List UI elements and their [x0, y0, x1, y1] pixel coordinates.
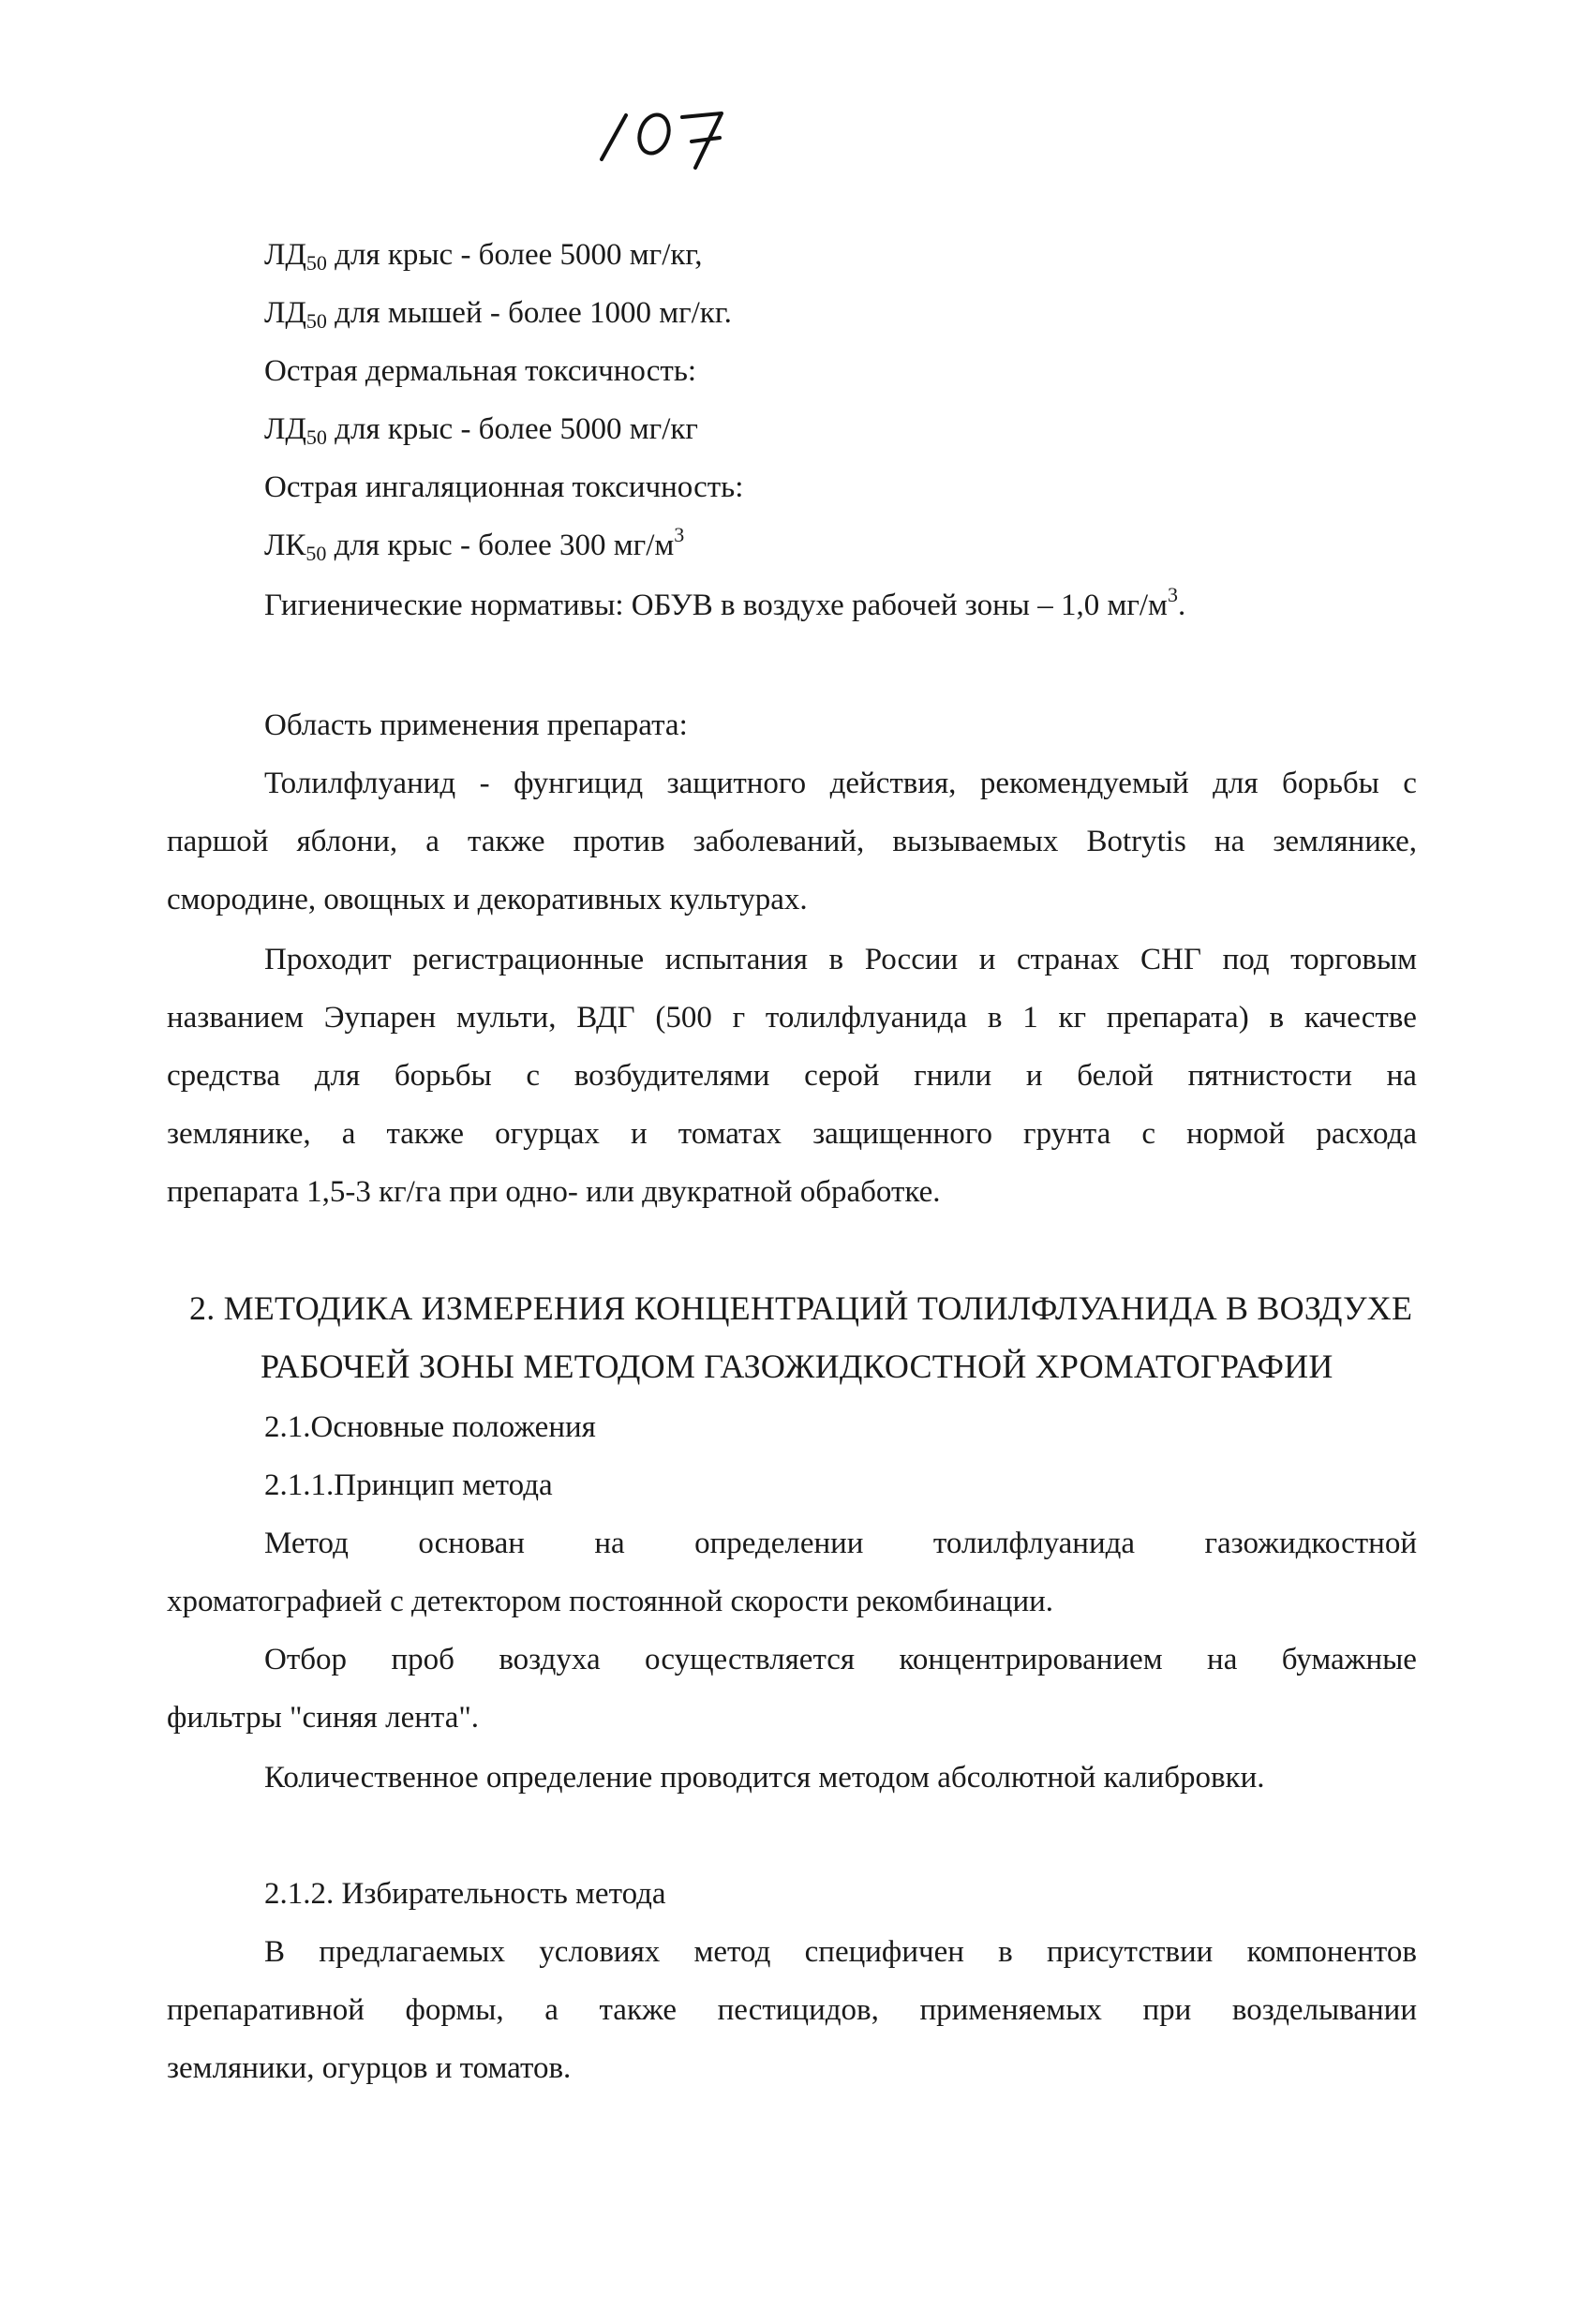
word: томатах [678, 1117, 782, 1151]
subsection-2-1-1-title: 2.1.1.Принцип метода [264, 1468, 553, 1502]
ld50-mice-line: $ЛД_{50}$ для мышей - более 1000 мг/кг. [264, 296, 732, 333]
word: а [544, 1993, 559, 2027]
sampling-line1 [264, 1641, 1417, 1678]
word: осуществляется [645, 1643, 856, 1676]
application-para2-line5: препарата 1,5-3 кг/га при одно- или двукратной обработке. [167, 1175, 941, 1209]
word: испытания [664, 943, 808, 976]
word: и [630, 1117, 648, 1151]
word: Проходит [264, 943, 392, 976]
page-number-drawing [590, 89, 740, 173]
word: а [425, 825, 439, 858]
word: на [1386, 1059, 1417, 1093]
word: заболеваний, [693, 825, 865, 858]
application-para2-line3 [167, 1057, 1417, 1095]
section2-heading-line1: 2. МЕТОДИКА ИЗМЕРЕНИЯ КОНЦЕНТРАЦИЙ ТОЛИЛФЛУАНИДА В ВОЗДУХЕ [189, 1289, 1413, 1327]
word: для [1213, 767, 1259, 800]
section2-heading-line2: РАБОЧЕЙ ЗОНЫ МЕТОДОМ ГАЗОЖИДКОСТНОЙ ХРОМАТОГРАФИИ [261, 1348, 1333, 1385]
word: названием [167, 1001, 304, 1035]
word: основан [418, 1527, 525, 1560]
word: грунта [1023, 1117, 1111, 1151]
word: и [978, 943, 996, 976]
word: условиях [539, 1935, 661, 1969]
word: применяемых [919, 1993, 1102, 2027]
word: паршой [167, 825, 269, 858]
application-para1-line3: смородине, овощных и декоративных культурах. [167, 883, 808, 916]
word: при [1142, 1993, 1192, 2027]
word: - [479, 767, 490, 800]
dermal-toxicity-title: Острая дермальная токсичность: [264, 354, 697, 388]
application-para2-line1 [264, 941, 1417, 978]
word: рекомендуемый [979, 767, 1189, 800]
selectivity-line2 [167, 1991, 1417, 2029]
word: защитного [666, 767, 807, 800]
word: на [1207, 1643, 1238, 1676]
word: 1 [1022, 1001, 1038, 1035]
word: компонентов [1246, 1935, 1417, 1969]
word: под [1222, 943, 1270, 976]
word: фунгицид [514, 767, 644, 800]
word: регистрационные [412, 943, 645, 976]
word: расхода [1316, 1117, 1417, 1151]
word: СНГ [1140, 943, 1201, 976]
word: присутствии [1047, 1935, 1214, 1969]
word: борьбы [394, 1059, 492, 1093]
word: в [998, 1935, 1013, 1969]
word: действия, [829, 767, 957, 800]
word: в [987, 1001, 1003, 1035]
word: Метод [264, 1527, 349, 1560]
word: против [573, 825, 665, 858]
word: странах [1017, 943, 1120, 976]
word: кг [1058, 1001, 1087, 1035]
selectivity-line1 [264, 1933, 1417, 1971]
hygiene-norms-line: Гигиенические нормативы: ОБУВ в воздухе рабочей зоны – 1,0 $мг/м^3$. [264, 583, 1186, 622]
word: России [864, 943, 959, 976]
word: с [1141, 1117, 1155, 1151]
word: с [526, 1059, 541, 1093]
word: торговым [1290, 943, 1417, 976]
word: Толилфлуанид [264, 767, 456, 800]
word: Отбор [264, 1643, 348, 1676]
principle-line1 [264, 1525, 1417, 1562]
word: Botrytis [1086, 825, 1186, 858]
word: метод [693, 1935, 771, 1969]
word: воздуха [499, 1643, 601, 1676]
application-para2-line2 [167, 999, 1417, 1036]
word: защищенного [812, 1117, 992, 1151]
subsection-2-1-2-title: 2.1.2. Избирательность метода [264, 1877, 666, 1911]
word: ВДГ [576, 1001, 635, 1035]
word: препарата) [1106, 1001, 1249, 1035]
word: также [468, 825, 545, 858]
word: пятнистости [1187, 1059, 1352, 1093]
word: серой [804, 1059, 880, 1093]
word: В [264, 1935, 286, 1969]
word: вызываемых [892, 825, 1059, 858]
inhalation-toxicity-title: Острая ингаляционная токсичность: [264, 470, 744, 504]
word: газожидкостной [1204, 1527, 1417, 1560]
application-para2-line4 [167, 1115, 1417, 1153]
word: проб [391, 1643, 454, 1676]
word: г [732, 1001, 746, 1035]
word: в [1269, 1001, 1285, 1035]
word: специфичен [804, 1935, 964, 1969]
word: яблони, [296, 825, 398, 858]
application-para1-line2 [167, 823, 1417, 860]
word: Эупарен [323, 1001, 437, 1035]
word: в [828, 943, 844, 976]
ld50-rats-dermal-line: $ЛД_{50}$ для крыс - более 5000 мг/кг [264, 412, 698, 449]
word: белой [1077, 1059, 1154, 1093]
word: также [386, 1117, 464, 1151]
word: землянике, [167, 1117, 311, 1151]
application-title: Область применения препарата: [264, 708, 688, 742]
word: возделывании [1231, 1993, 1417, 2027]
subsection-2-1-title: 2.1.Основные положения [264, 1410, 596, 1444]
word: а [341, 1117, 356, 1151]
word: толилфлуанида [932, 1527, 1136, 1560]
application-para1-line1 [264, 765, 1417, 802]
word: для [314, 1059, 361, 1093]
sampling-line2: фильтры "синяя лента". [167, 1701, 480, 1735]
word: предлагаемых [319, 1935, 505, 1969]
word: мульти, [455, 1001, 557, 1035]
word: борьбы [1282, 767, 1379, 800]
word: с [1403, 767, 1417, 800]
word: концентрированием [899, 1643, 1163, 1676]
word: на [1214, 825, 1245, 858]
word: и [1025, 1059, 1043, 1093]
principle-line2: хроматографией с детектором постоянной скорости рекомбинации. [167, 1585, 1054, 1618]
word: землянике, [1273, 825, 1417, 858]
quantification-line: Количественное определение проводится методом абсолютной калибровки. [264, 1761, 1265, 1795]
word: нормой [1186, 1117, 1286, 1151]
lk50-rats-line: $ЛК_{50}$ для крыс - более 300 $мг/м^3$ [264, 523, 685, 565]
word: формы, [405, 1993, 504, 2027]
word: бумажные [1281, 1643, 1417, 1676]
selectivity-line3: земляники, огурцов и томатов. [167, 2051, 572, 2085]
word: гнили [914, 1059, 992, 1093]
word: пестицидов, [717, 1993, 879, 2027]
word: определении [694, 1527, 864, 1560]
ld50-rats-oral-line: $ЛД_{50}$ для крыс - более 5000 мг/кг, [264, 238, 703, 275]
handwritten-page-number [590, 89, 740, 173]
word: (500 [655, 1001, 712, 1035]
word: огурцах [495, 1117, 600, 1151]
word: также [599, 1993, 677, 2027]
word: препаративной [167, 1993, 365, 2027]
word: толилфлуанида [765, 1001, 968, 1035]
word: средства [167, 1059, 281, 1093]
word: качестве [1304, 1001, 1417, 1035]
word: на [594, 1527, 625, 1560]
word: возбудителями [574, 1059, 770, 1093]
